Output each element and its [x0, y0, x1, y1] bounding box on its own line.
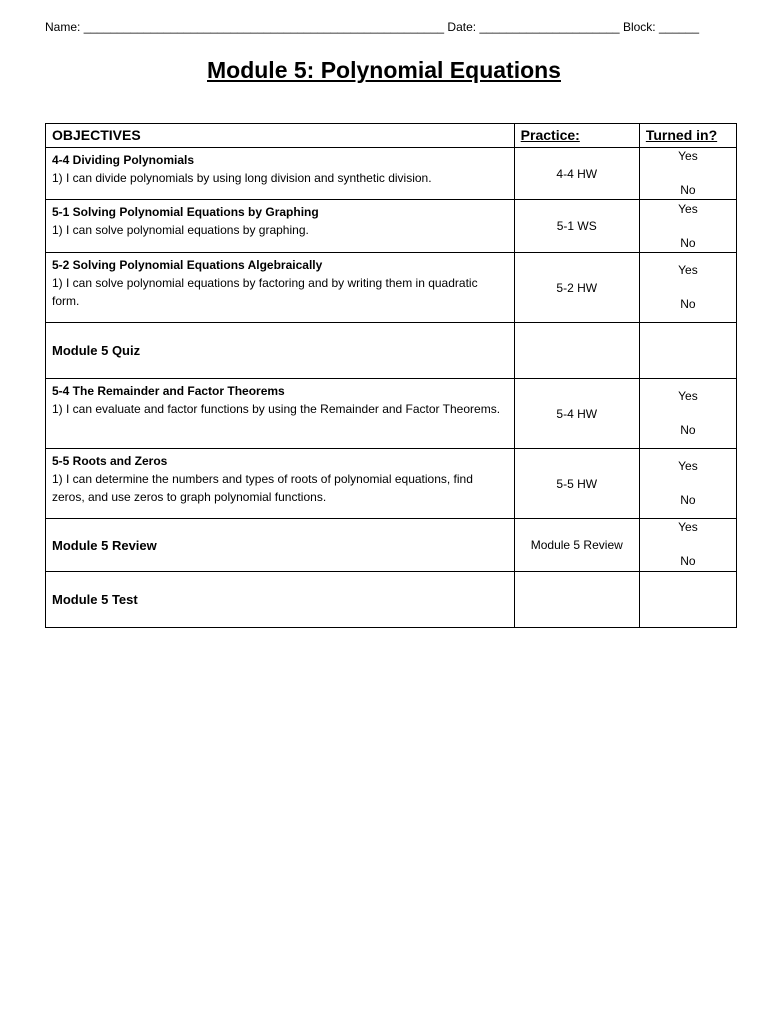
- no-option[interactable]: No: [680, 493, 696, 507]
- objective-cell: [46, 379, 515, 449]
- table-row: [46, 253, 737, 323]
- name-field[interactable]: ______________________________________________________: [83, 20, 445, 34]
- turned-in-cell: [639, 253, 736, 323]
- table-row: [46, 572, 737, 628]
- turned-in-cell: [639, 323, 736, 379]
- objective-title: 4-4 Dividing Polynomials: [52, 153, 195, 167]
- table-row: [46, 379, 737, 449]
- practice-cell: 5-4 HW: [514, 379, 639, 449]
- objective-cell: [46, 449, 515, 519]
- no-option[interactable]: No: [680, 183, 696, 197]
- objective-cell: [46, 253, 515, 323]
- practice-cell: 5-2 HW: [514, 253, 639, 323]
- table-header-row: [46, 124, 737, 148]
- practice-cell: [514, 323, 639, 379]
- yes-option[interactable]: Yes: [678, 202, 698, 216]
- yes-option[interactable]: Yes: [678, 459, 698, 473]
- practice-cell: 4-4 HW: [514, 148, 639, 200]
- practice-header-label: Practice:: [520, 127, 580, 143]
- objective-title: Module 5 Test: [46, 572, 515, 628]
- objective-title: 5-5 Roots and Zeros: [52, 454, 168, 468]
- turned-in-cell: [639, 449, 736, 519]
- objectives-table: [45, 123, 737, 628]
- table-row: [46, 148, 737, 200]
- objective-title: 5-2 Solving Polynomial Equations Algebraically: [52, 258, 323, 272]
- table-row: [46, 449, 737, 519]
- student-info-line: [45, 20, 735, 34]
- yes-option[interactable]: Yes: [678, 149, 698, 163]
- practice-cell: 5-1 WS: [514, 200, 639, 253]
- objective-cell: [46, 200, 515, 253]
- block-field[interactable]: ______: [658, 20, 700, 34]
- no-option[interactable]: No: [680, 423, 696, 437]
- turned-in-cell: [639, 572, 736, 628]
- practice-cell: Module 5 Review: [514, 519, 639, 572]
- turned-in-header-label: Turned in?: [645, 127, 718, 143]
- date-field[interactable]: _____________________: [479, 20, 620, 34]
- yes-option[interactable]: Yes: [678, 520, 698, 534]
- page-title-wrap: [0, 57, 768, 84]
- objective-description: 1) I can solve polynomial equations by factoring and by writing them in quadratic form.: [52, 276, 478, 308]
- objective-title: Module 5 Quiz: [46, 323, 515, 379]
- practice-header: [514, 124, 639, 148]
- no-option[interactable]: No: [680, 297, 696, 311]
- page-title: Module 5: Polynomial Equations: [207, 57, 561, 83]
- objectives-header-label: OBJECTIVES: [52, 127, 141, 143]
- objective-description: 1) I can solve polynomial equations by graphing.: [52, 223, 309, 237]
- practice-cell: [514, 572, 639, 628]
- turned-in-cell: [639, 148, 736, 200]
- objective-title: 5-1 Solving Polynomial Equations by Graphing: [52, 205, 319, 219]
- yes-option[interactable]: Yes: [678, 389, 698, 403]
- turned-in-header: [639, 124, 736, 148]
- practice-cell: 5-5 HW: [514, 449, 639, 519]
- table-row: [46, 519, 737, 572]
- turned-in-cell: [639, 379, 736, 449]
- objectives-header: [46, 124, 515, 148]
- no-option[interactable]: No: [680, 236, 696, 250]
- objective-title: 5-4 The Remainder and Factor Theorems: [52, 384, 285, 398]
- turned-in-cell: [639, 519, 736, 572]
- objective-description: 1) I can divide polynomials by using long division and synthetic division.: [52, 171, 432, 185]
- objective-cell: [46, 148, 515, 200]
- yes-option[interactable]: Yes: [678, 263, 698, 277]
- turned-in-cell: [639, 200, 736, 253]
- date-label: Date:: [447, 20, 477, 34]
- objective-description: 1) I can determine the numbers and types of roots of polynomial equations, find zeros, and use zeros to graph polynomial functions.: [52, 472, 473, 504]
- objective-description: 1) I can evaluate and factor functions by using the Remainder and Factor Theorems.: [52, 402, 501, 416]
- no-option[interactable]: No: [680, 554, 696, 568]
- table-row: [46, 200, 737, 253]
- objective-title: Module 5 Review: [46, 519, 515, 572]
- table-row: [46, 323, 737, 379]
- name-label: Name:: [45, 20, 81, 34]
- block-label: Block:: [622, 20, 656, 34]
